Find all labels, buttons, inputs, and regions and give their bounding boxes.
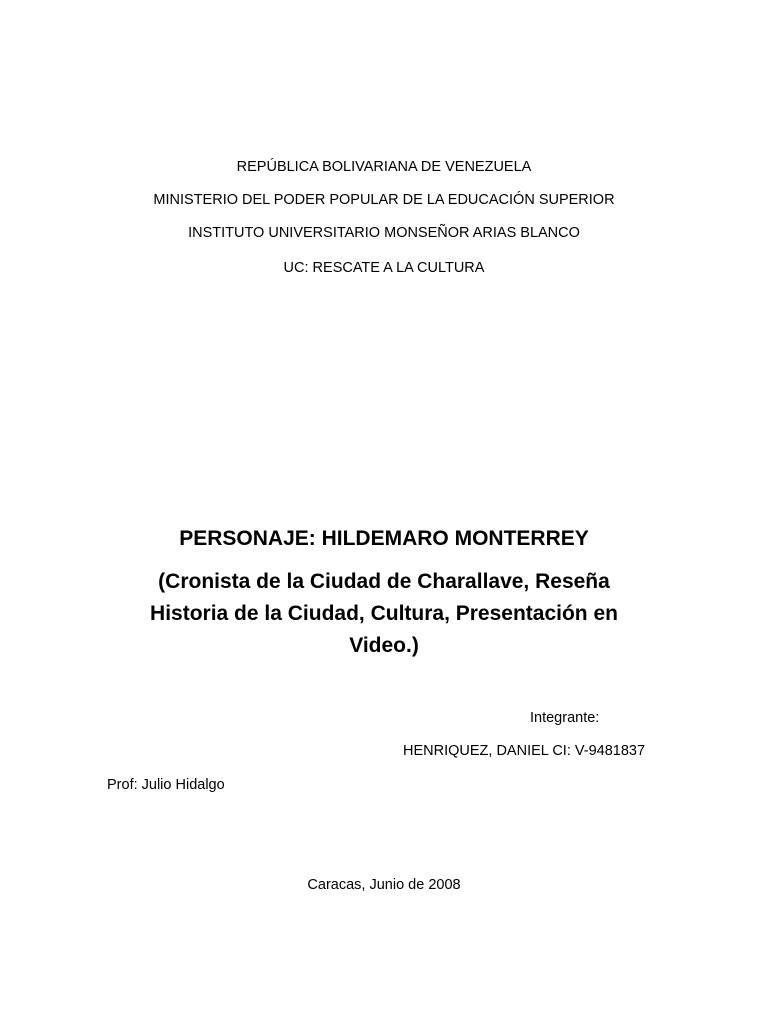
- header-republic: REPÚBLICA BOLIVARIANA DE VENEZUELA: [236, 159, 532, 175]
- integrante-label: Integrante:: [530, 710, 600, 726]
- place-date: Caracas, Junio de 2008: [307, 877, 461, 893]
- header-institute: INSTITUTO UNIVERSITARIO MONSEÑOR ARIAS BLANCO: [188, 225, 580, 241]
- header-ministry: MINISTERIO DEL PODER POPULAR DE LA EDUCACIÓN SUPERIOR: [153, 192, 615, 208]
- professor-name: Prof: Julio Hidalgo: [107, 777, 225, 793]
- document-title: PERSONAJE: HILDEMARO MONTERREY: [179, 527, 589, 550]
- subtitle-line-1: (Cronista de la Ciudad de Charallave, Reseña: [158, 570, 610, 593]
- subtitle-line-3: Video.): [349, 634, 419, 657]
- header-course: UC: RESCATE A LA CULTURA: [283, 260, 485, 276]
- subtitle-line-2: Historia de la Ciudad, Cultura, Presentación en: [150, 602, 618, 625]
- integrante-name: HENRIQUEZ, DANIEL CI: V-9481837: [403, 743, 646, 759]
